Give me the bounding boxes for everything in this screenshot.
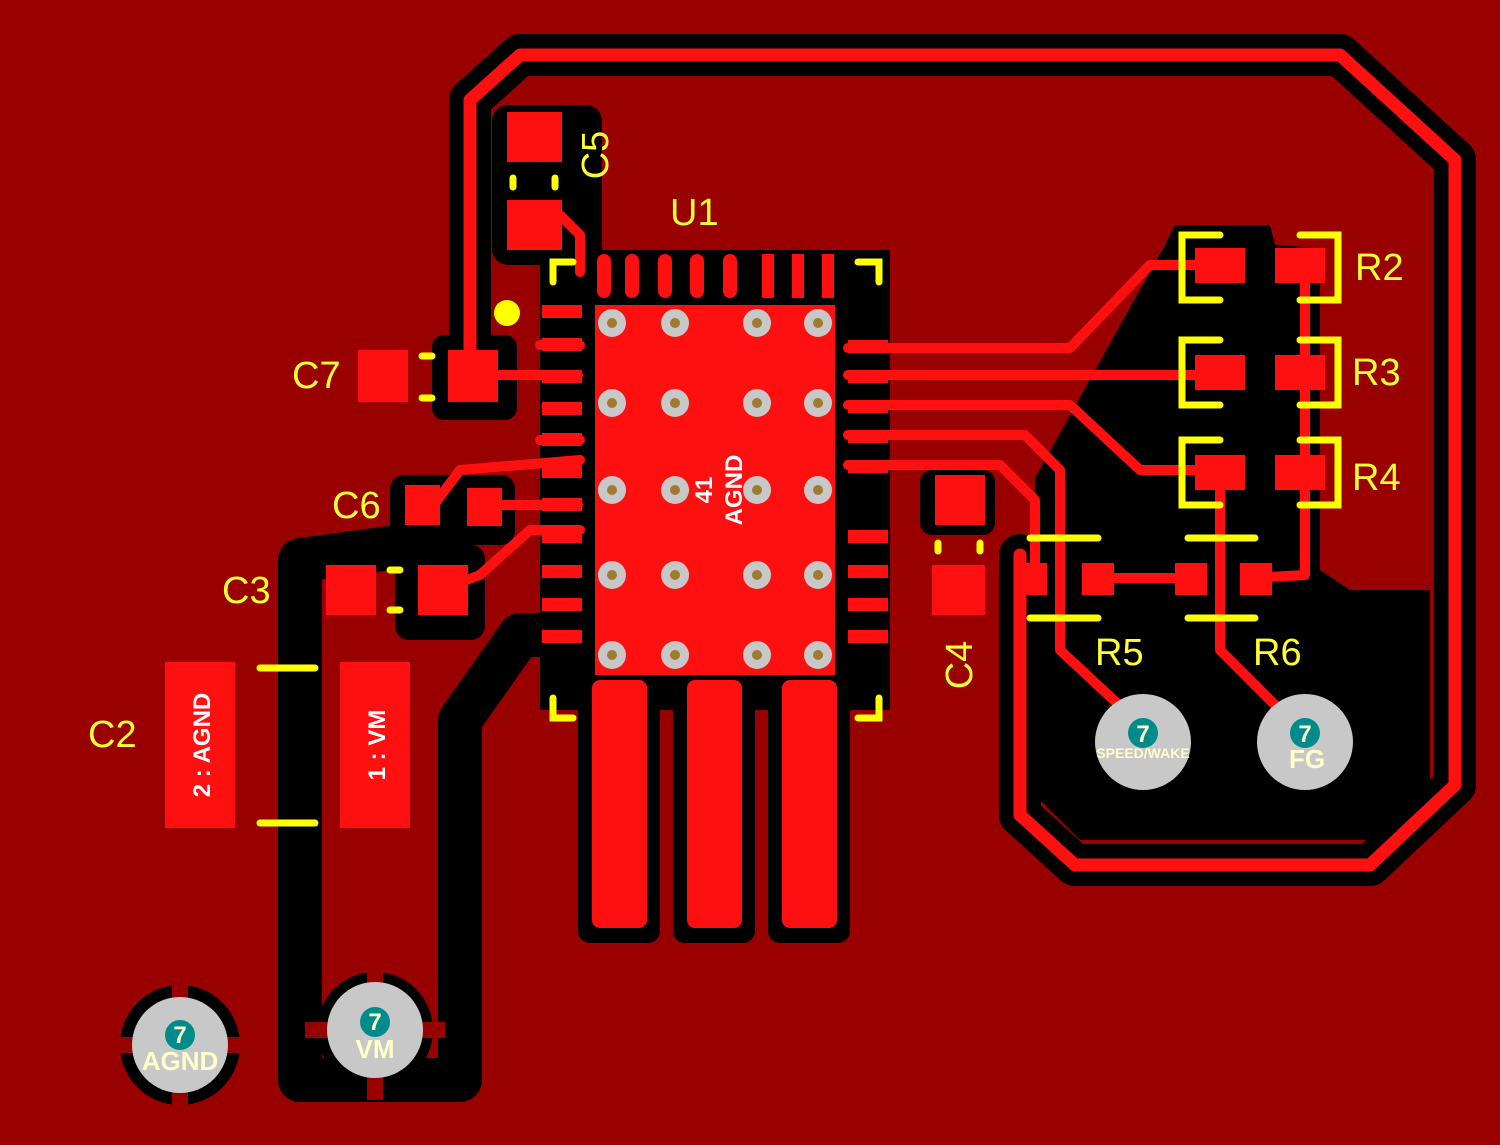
ref-c3: C3 — [222, 570, 271, 612]
hole-speed-wake-num: 7 — [1136, 721, 1150, 748]
c7-footprint — [358, 350, 498, 402]
ref-r3: R3 — [1352, 352, 1401, 394]
hole-vm-label: VM — [355, 1034, 395, 1064]
hole-agnd-label: AGND — [141, 1046, 219, 1076]
c4-footprint — [932, 475, 985, 615]
ref-r5: R5 — [1095, 632, 1144, 674]
u1-bottom-stubs — [592, 680, 837, 928]
u1-pin1-marker — [494, 300, 520, 326]
ref-r4: R4 — [1352, 457, 1401, 499]
thermal-pad-label: AGND — [721, 454, 748, 526]
hole-agnd-num: 7 — [173, 1022, 187, 1049]
hole-fg-num: 7 — [1298, 721, 1312, 748]
hole-fg-label: FG — [1288, 744, 1326, 774]
hole-speed-wake-label: SPEED/WAKE — [1096, 745, 1190, 761]
hole-vm-num: 7 — [368, 1009, 382, 1036]
ref-c4: C4 — [939, 640, 981, 690]
c2-pad2-label: 2 : AGND — [189, 692, 216, 798]
ref-c5: C5 — [575, 130, 617, 180]
ref-r6: R6 — [1253, 632, 1302, 674]
ref-c2: C2 — [88, 714, 137, 756]
ref-r2: R2 — [1355, 247, 1404, 289]
ref-c6: C6 — [332, 485, 381, 527]
thermal-pad-net: 41 — [691, 476, 718, 504]
ref-u1: U1 — [670, 192, 719, 234]
ref-c7: C7 — [292, 355, 341, 397]
c2-pad1-label: 1 : VM — [364, 709, 391, 781]
